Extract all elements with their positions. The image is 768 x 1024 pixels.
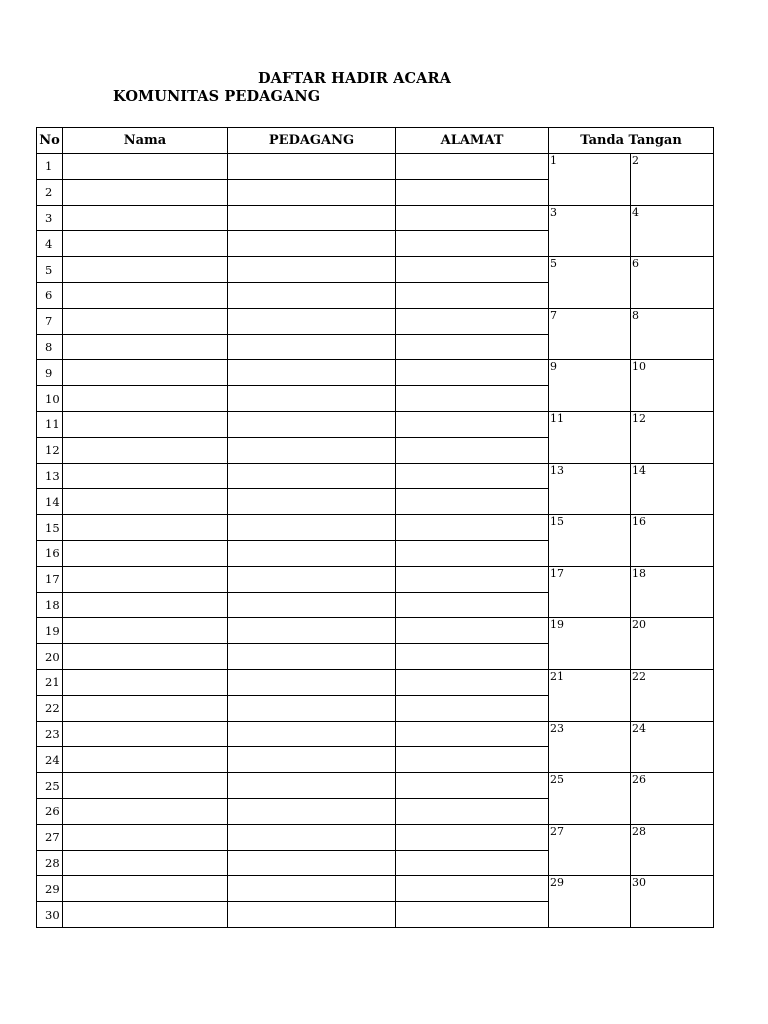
- alamat-cell[interactable]: [396, 669, 549, 695]
- row-number: 18: [37, 592, 63, 618]
- table-row: [37, 411, 714, 437]
- nama-cell[interactable]: [63, 592, 228, 618]
- row-number: 26: [37, 798, 63, 824]
- signature-cell[interactable]: 9: [549, 360, 631, 412]
- attendance-table: [36, 127, 714, 928]
- signature-cell[interactable]: 26: [631, 773, 714, 825]
- signature-cell[interactable]: 11: [549, 411, 631, 463]
- row-number: 5: [37, 257, 63, 283]
- alamat-cell[interactable]: [396, 902, 549, 928]
- nama-cell[interactable]: [63, 902, 228, 928]
- signature-cell[interactable]: 13: [549, 463, 631, 515]
- row-number: 23: [37, 721, 63, 747]
- alamat-cell[interactable]: [396, 360, 549, 386]
- signature-cell[interactable]: 8: [631, 308, 714, 360]
- nama-cell[interactable]: [63, 721, 228, 747]
- alamat-cell[interactable]: [396, 592, 549, 618]
- row-number: 15: [37, 515, 63, 541]
- table-row: [37, 824, 714, 850]
- alamat-cell[interactable]: [396, 824, 549, 850]
- table-row: [37, 463, 714, 489]
- pedagang-cell[interactable]: [228, 618, 396, 644]
- nama-cell[interactable]: [63, 463, 228, 489]
- nama-cell[interactable]: [63, 644, 228, 670]
- nama-cell[interactable]: [63, 282, 228, 308]
- pedagang-cell[interactable]: [228, 515, 396, 541]
- alamat-cell[interactable]: [396, 540, 549, 566]
- alamat-cell[interactable]: [396, 747, 549, 773]
- row-number: 4: [37, 231, 63, 257]
- alamat-cell[interactable]: [396, 179, 549, 205]
- pedagang-cell[interactable]: [228, 179, 396, 205]
- alamat-cell[interactable]: [396, 154, 549, 180]
- signature-cell[interactable]: 5: [549, 257, 631, 309]
- signature-cell[interactable]: 17: [549, 566, 631, 618]
- table-row: [37, 566, 714, 592]
- row-number: 14: [37, 489, 63, 515]
- nama-cell[interactable]: [63, 386, 228, 412]
- alamat-cell[interactable]: [396, 798, 549, 824]
- alamat-cell[interactable]: [396, 205, 549, 231]
- table-row: [37, 773, 714, 799]
- row-number: 29: [37, 876, 63, 902]
- pedagang-cell[interactable]: [228, 876, 396, 902]
- signature-cell[interactable]: 14: [631, 463, 714, 515]
- row-number: 21: [37, 669, 63, 695]
- alamat-cell[interactable]: [396, 489, 549, 515]
- alamat-cell[interactable]: [396, 257, 549, 283]
- alamat-cell[interactable]: [396, 876, 549, 902]
- nama-cell[interactable]: [63, 257, 228, 283]
- nama-cell[interactable]: [63, 747, 228, 773]
- row-number: 13: [37, 463, 63, 489]
- signature-cell[interactable]: 20: [631, 618, 714, 670]
- signature-cell[interactable]: 7: [549, 308, 631, 360]
- row-number: 30: [37, 902, 63, 928]
- row-number: 19: [37, 618, 63, 644]
- signature-cell[interactable]: 19: [549, 618, 631, 670]
- pedagang-cell[interactable]: [228, 463, 396, 489]
- pedagang-cell[interactable]: [228, 644, 396, 670]
- nama-cell[interactable]: [63, 179, 228, 205]
- header-no: No: [37, 128, 63, 154]
- nama-cell[interactable]: [63, 205, 228, 231]
- signature-cell[interactable]: 18: [631, 566, 714, 618]
- nama-cell[interactable]: [63, 540, 228, 566]
- pedagang-cell[interactable]: [228, 360, 396, 386]
- row-number: 3: [37, 205, 63, 231]
- nama-cell[interactable]: [63, 154, 228, 180]
- nama-cell[interactable]: [63, 773, 228, 799]
- alamat-cell[interactable]: [396, 618, 549, 644]
- nama-cell[interactable]: [63, 798, 228, 824]
- pedagang-cell[interactable]: [228, 154, 396, 180]
- table-row: [37, 154, 714, 180]
- signature-cell[interactable]: 4: [631, 205, 714, 257]
- signature-cell[interactable]: 12: [631, 411, 714, 463]
- row-number: 8: [37, 334, 63, 360]
- table-row: [37, 876, 714, 902]
- signature-cell[interactable]: 1: [549, 154, 631, 206]
- table-row: [37, 669, 714, 695]
- nama-cell[interactable]: [63, 669, 228, 695]
- table-header-row: [37, 128, 714, 154]
- row-number: 17: [37, 566, 63, 592]
- alamat-cell[interactable]: [396, 644, 549, 670]
- nama-cell[interactable]: [63, 334, 228, 360]
- signature-cell[interactable]: 21: [549, 669, 631, 721]
- pedagang-cell[interactable]: [228, 592, 396, 618]
- signature-cell[interactable]: 25: [549, 773, 631, 825]
- pedagang-cell[interactable]: [228, 902, 396, 928]
- table-row: [37, 360, 714, 386]
- alamat-cell[interactable]: [396, 721, 549, 747]
- signature-cell[interactable]: 23: [549, 721, 631, 773]
- header-pedagang: PEDAGANG: [228, 128, 396, 154]
- nama-cell[interactable]: [63, 489, 228, 515]
- table-row: [37, 515, 714, 541]
- nama-cell[interactable]: [63, 850, 228, 876]
- row-number: 28: [37, 850, 63, 876]
- row-number: 9: [37, 360, 63, 386]
- table-row: [37, 257, 714, 283]
- row-number: 25: [37, 773, 63, 799]
- pedagang-cell[interactable]: [228, 308, 396, 334]
- nama-cell[interactable]: [63, 824, 228, 850]
- pedagang-cell[interactable]: [228, 386, 396, 412]
- signature-cell[interactable]: 6: [631, 257, 714, 309]
- nama-cell[interactable]: [63, 360, 228, 386]
- pedagang-cell[interactable]: [228, 282, 396, 308]
- pedagang-cell[interactable]: [228, 231, 396, 257]
- table-row: [37, 618, 714, 644]
- row-number: 22: [37, 695, 63, 721]
- table-row: [37, 721, 714, 747]
- signature-cell[interactable]: 29: [549, 876, 631, 928]
- row-number: 16: [37, 540, 63, 566]
- pedagang-cell[interactable]: [228, 334, 396, 360]
- row-number: 27: [37, 824, 63, 850]
- alamat-cell[interactable]: [396, 566, 549, 592]
- alamat-cell[interactable]: [396, 386, 549, 412]
- row-number: 20: [37, 644, 63, 670]
- nama-cell[interactable]: [63, 566, 228, 592]
- row-number: 24: [37, 747, 63, 773]
- signature-cell[interactable]: 24: [631, 721, 714, 773]
- alamat-cell[interactable]: [396, 231, 549, 257]
- nama-cell[interactable]: [63, 308, 228, 334]
- pedagang-cell[interactable]: [228, 489, 396, 515]
- row-number: 6: [37, 282, 63, 308]
- pedagang-cell[interactable]: [228, 205, 396, 231]
- signature-cell[interactable]: 30: [631, 876, 714, 928]
- pedagang-cell[interactable]: [228, 695, 396, 721]
- signature-cell[interactable]: 28: [631, 824, 714, 876]
- row-number: 12: [37, 437, 63, 463]
- signature-cell[interactable]: 15: [549, 515, 631, 567]
- alamat-cell[interactable]: [396, 773, 549, 799]
- signature-cell[interactable]: 27: [549, 824, 631, 876]
- nama-cell[interactable]: [63, 515, 228, 541]
- pedagang-cell[interactable]: [228, 669, 396, 695]
- pedagang-cell[interactable]: [228, 798, 396, 824]
- pedagang-cell[interactable]: [228, 437, 396, 463]
- header-tanda-tangan: Tanda Tangan: [549, 128, 714, 154]
- row-number: 1: [37, 154, 63, 180]
- alamat-cell[interactable]: [396, 463, 549, 489]
- signature-cell[interactable]: 16: [631, 515, 714, 567]
- nama-cell[interactable]: [63, 876, 228, 902]
- nama-cell[interactable]: [63, 231, 228, 257]
- row-number: 7: [37, 308, 63, 334]
- alamat-cell[interactable]: [396, 411, 549, 437]
- pedagang-cell[interactable]: [228, 721, 396, 747]
- pedagang-cell[interactable]: [228, 747, 396, 773]
- header-alamat: ALAMAT: [396, 128, 549, 154]
- row-number: 2: [37, 179, 63, 205]
- table-row: [37, 308, 714, 334]
- pedagang-cell[interactable]: [228, 540, 396, 566]
- pedagang-cell[interactable]: [228, 257, 396, 283]
- alamat-cell[interactable]: [396, 695, 549, 721]
- table-row: [37, 205, 714, 231]
- signature-cell[interactable]: 3: [549, 205, 631, 257]
- signature-cell[interactable]: 10: [631, 360, 714, 412]
- alamat-cell[interactable]: [396, 308, 549, 334]
- alamat-cell[interactable]: [396, 334, 549, 360]
- row-number: 10: [37, 386, 63, 412]
- alamat-cell[interactable]: [396, 282, 549, 308]
- alamat-cell[interactable]: [396, 850, 549, 876]
- pedagang-cell[interactable]: [228, 824, 396, 850]
- nama-cell[interactable]: [63, 411, 228, 437]
- alamat-cell[interactable]: [396, 437, 549, 463]
- pedagang-cell[interactable]: [228, 411, 396, 437]
- header-nama: Nama: [63, 128, 228, 154]
- signature-cell[interactable]: 22: [631, 669, 714, 721]
- pedagang-cell[interactable]: [228, 850, 396, 876]
- document-title: DAFTAR HADIR ACARA: [258, 70, 452, 87]
- pedagang-cell[interactable]: [228, 566, 396, 592]
- pedagang-cell[interactable]: [228, 773, 396, 799]
- signature-cell[interactable]: 2: [631, 154, 714, 206]
- nama-cell[interactable]: [63, 695, 228, 721]
- nama-cell[interactable]: [63, 437, 228, 463]
- alamat-cell[interactable]: [396, 515, 549, 541]
- row-number: 11: [37, 411, 63, 437]
- document-subtitle: KOMUNITAS PEDAGANG: [113, 88, 321, 105]
- nama-cell[interactable]: [63, 618, 228, 644]
